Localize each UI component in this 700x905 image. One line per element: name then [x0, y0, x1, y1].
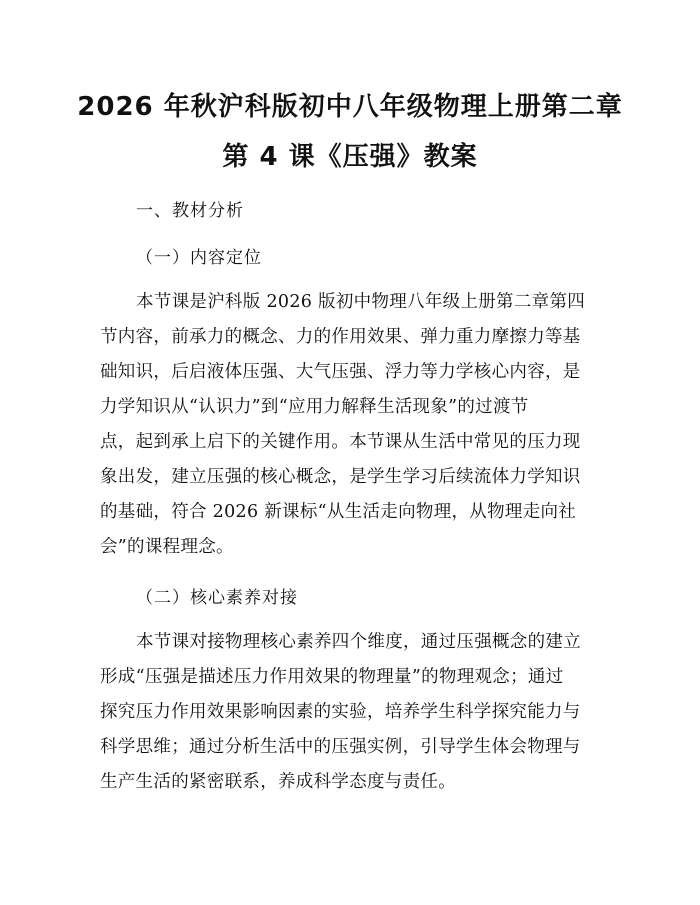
paragraph-line: 象出发，建立压强的核心概念，是学生学习后续流体力学知识 — [100, 467, 581, 487]
paragraph-line: 础知识，后启液体压强、大气压强、浮力等力学核心内容，是 — [100, 362, 581, 382]
paragraph-line: 的基础，符合 2026 新课标“从生活走向物理，从物理走向社 — [100, 502, 577, 522]
paragraph-line: 科学思维；通过分析生活中的压强实例，引导学生体会物理与 — [100, 737, 581, 757]
paragraph-line: 本节课是沪科版 2026 版初中物理八年级上册第二章第四 — [136, 292, 586, 312]
paragraph-line: 本节课对接物理核心素养四个维度，通过压强概念的建立 — [136, 632, 581, 652]
document-title-line-2: 第 4 课《压强》教案 — [222, 142, 478, 172]
paragraph-line: 生产生活的紧密联系，养成科学态度与责任。 — [100, 772, 456, 792]
subsection-heading-content-positioning: （一）内容定位 — [136, 248, 262, 268]
document-title-line-1: 2026 年秋沪科版初中八年级物理上册第二章 — [77, 92, 623, 122]
paragraph-line: 会”的课程理念。 — [100, 537, 234, 557]
paragraph-line: 点，起到承上启下的关键作用。本节课从生活中常见的压力现 — [100, 432, 581, 452]
paragraph-line: 形成“压强是描述压力作用效果的物理量”的物理观念；通过 — [100, 667, 564, 687]
paragraph-line: 探究压力作用效果影响因素的实验，培养学生科学探究能力与 — [100, 702, 581, 722]
paragraph-line: 力学知识从“认识力”到“应用力解释生活现象”的过渡节 — [100, 397, 529, 417]
subsection-heading-core-literacy: （二）核心素养对接 — [136, 588, 298, 608]
section-heading-materials-analysis: 一、教材分析 — [136, 201, 244, 221]
paragraph-line: 节内容，前承力的概念、力的作用效果、弹力重力摩擦力等基 — [100, 327, 581, 347]
